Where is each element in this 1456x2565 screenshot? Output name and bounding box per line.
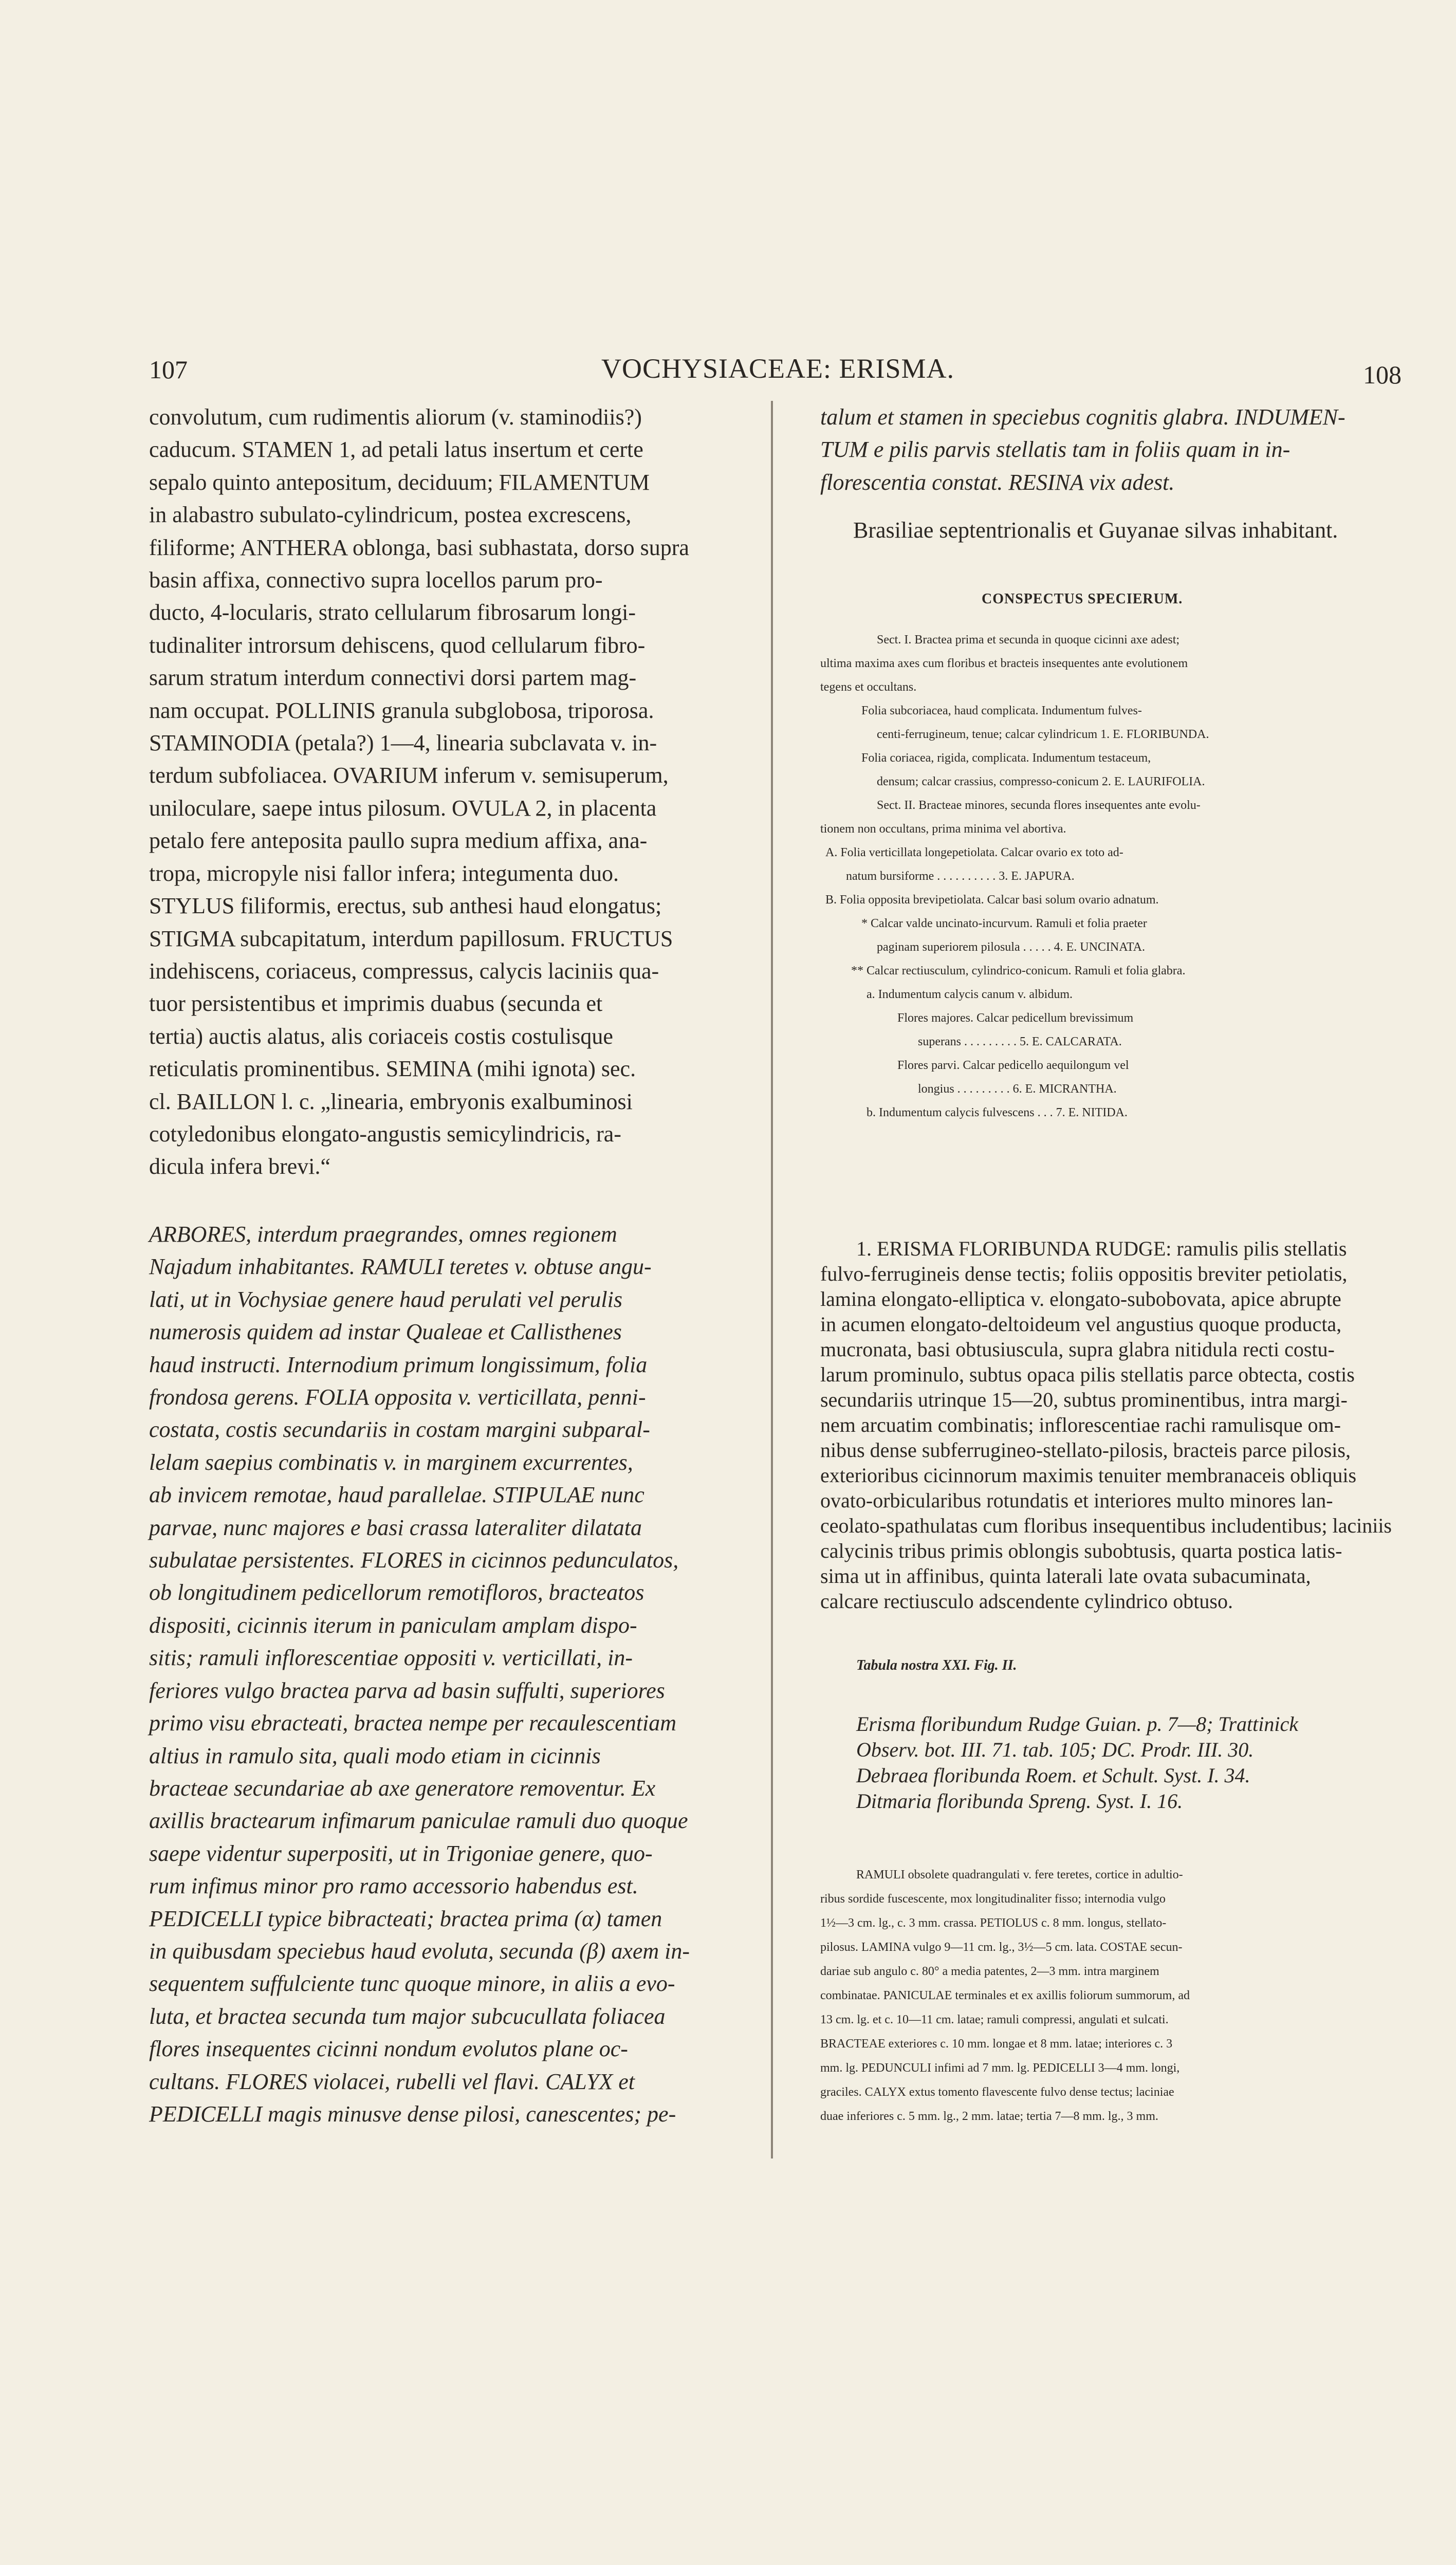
- key-line: longius . . . . . . . . . 6. E. MICRANTHA.: [918, 1082, 1117, 1096]
- text-line: ducto, 4-locularis, strato cellularum fibrosarum longi-: [149, 600, 636, 625]
- text-line: ribus sordide fuscescente, mox longitudinaliter fisso; internodia vulgo: [820, 1892, 1166, 1906]
- text-line: lati, ut in Vochysiae genere haud perulati vel perulis: [149, 1286, 622, 1312]
- key-line: a. Indumentum calycis canum v. albidum.: [867, 988, 1073, 1001]
- citation-line: Erisma floribundum Rudge Guian. p. 7—8; Trattinick: [856, 1712, 1298, 1736]
- right-top-text: [820, 401, 1346, 499]
- text-line: secundariis utrinque 15—20, subtus prominentibus, intra margi-: [820, 1388, 1348, 1411]
- key-line: b. Indumentum calycis fulvescens . . . 7. E. NITIDA.: [867, 1106, 1128, 1119]
- text-line: costata, costis secundariis in costam margini subparal-: [149, 1417, 650, 1443]
- key-line: tegens et occultans.: [820, 680, 917, 694]
- page-number-right: 108: [1363, 360, 1402, 389]
- text-line: pilosus. LAMINA vulgo 9—11 cm. lg., 3½—5 cm. lata. COSTAE secun-: [820, 1941, 1183, 1954]
- text-line: calycinis tribus primis oblongis subobtusis, quarta postica latis-: [820, 1539, 1342, 1562]
- text-line: dariae sub angulo c. 80° a media patentes, 2—3 mm. intra marginem: [820, 1965, 1159, 1978]
- text-line: PEDICELLI typice bibracteati; bractea prima (α) tamen: [149, 1906, 662, 1931]
- key-line: * Calcar valde uncinato-incurvum. Ramuli et folia praeter: [861, 917, 1147, 930]
- text-line: STAMINODIA (petala?) 1—4, linearia subclavata v. in-: [149, 730, 657, 756]
- left-bottom-text: [149, 1218, 690, 2130]
- text-line: cultans. FLORES violacei, rubelli vel flavi. CALYX et: [149, 2069, 635, 2094]
- text-line: in acumen elongato-deltoideum vel angustius quoque producta,: [820, 1313, 1342, 1336]
- citation-line: Observ. bot. III. 71. tab. 105; DC. Prodr. III. 30.: [856, 1738, 1254, 1761]
- text-line: 13 cm. lg. et c. 10—11 cm. latae; ramuli compressi, angulati et sulcati.: [820, 2013, 1169, 2026]
- key-line: ultima maxima axes cum floribus et bracteis insequentes ante evolutionem: [820, 657, 1188, 670]
- text-line: dispositi, cicinnis iterum in paniculam amplam dispo-: [149, 1612, 637, 1638]
- text-line: mm. lg. PEDUNCULI infimi ad 7 mm. lg. PEDICELLI 3—4 mm. longi,: [820, 2061, 1180, 2075]
- text-line: ceolato-spathulatas cum floribus insequentibus includentibus; laciniis: [820, 1514, 1392, 1537]
- text-line: graciles. CALYX extus tomento flavescente fulvo dense tectus; laciniae: [820, 2086, 1174, 2099]
- text-line: cl. BAILLON l. c. „linearia, embryonis exalbuminosi: [149, 1088, 633, 1114]
- text-line: filiforme; ANTHERA oblonga, basi subhastata, dorso supra: [149, 534, 689, 560]
- habitat-line: Brasiliae septentrionalis et Guyanae silvas inhabitant.: [853, 518, 1338, 543]
- text-line: sarum stratum interdum connectivi dorsi partem mag-: [149, 665, 637, 691]
- text-line: saepe videntur superpositi, ut in Trigoniae genere, quo-: [149, 1840, 653, 1866]
- ramuli-description: [820, 1863, 1190, 2129]
- text-line: PEDICELLI magis minusve dense pilosi, canescentes; pe-: [149, 2101, 676, 2127]
- key-line: superans . . . . . . . . . 5. E. CALCARATA.: [918, 1035, 1122, 1048]
- text-line: lamina elongato-elliptica v. elongato-subobovata, apice abrupte: [820, 1287, 1341, 1311]
- text-line: sepalo quinto antepositum, deciduum; FILAMENTUM: [149, 469, 650, 495]
- key-line: Folia coriacea, rigida, complicata. Indumentum testaceum,: [861, 751, 1151, 765]
- text-line: nem arcuatim combinatis; inflorescentiae rachi ramulisque om-: [820, 1413, 1341, 1436]
- key-line: natum bursiforme . . . . . . . . . . 3. E. JAPURA.: [846, 870, 1075, 883]
- key-line: Sect. I. Bractea prima et secunda in quoque cicinni axe adest;: [877, 633, 1180, 647]
- text-line: bracteae secundariae ab axe generatore removentur. Ex: [149, 1775, 656, 1801]
- conspectus-key: [820, 628, 1209, 1124]
- text-line: rum infimus minor pro ramo accessorio habendus est.: [149, 1873, 638, 1899]
- text-line: calcare rectiusculo adscendente cylindrico obtuso.: [820, 1590, 1233, 1613]
- text-line: ovato-orbicularibus rotundatis et interiores multo minores lan-: [820, 1489, 1333, 1512]
- text-line: primo visu ebracteati, bractea nempe per recaulescentiam: [149, 1710, 676, 1736]
- running-title: VOCHYSIACEAE: ERISMA.: [601, 353, 955, 384]
- column-divider: [771, 401, 773, 2158]
- text-line: florescentia constat. RESINA vix adest.: [820, 469, 1175, 495]
- text-line: sitis; ramuli inflorescentiae oppositi v. verticillati, in-: [149, 1645, 633, 1671]
- text-line: haud instructi. Internodium primum longissimum, folia: [149, 1352, 648, 1377]
- citation-line: Debraea floribunda Roem. et Schult. Syst. I. 34.: [856, 1764, 1250, 1787]
- key-line: Folia subcoriacea, haud complicata. Indumentum fulves-: [861, 704, 1142, 717]
- text-line: in alabastro subulato-cylindricum, postea excrescens,: [149, 502, 632, 528]
- left-top-text: [149, 401, 689, 1183]
- tabula-reference: Tabula nostra XXI. Fig. II.: [856, 1657, 1017, 1673]
- key-line: densum; calcar crassius, compresso-conicum 2. E. LAURIFOLIA.: [877, 775, 1205, 788]
- text-line: STIGMA subcapitatum, interdum papillosum. FRUCTUS: [149, 926, 673, 951]
- text-line: reticulatis prominentibus. SEMINA (mihi ignota) sec.: [149, 1056, 636, 1082]
- text-line: petalo fere anteposita paullo supra medium affixa, ana-: [149, 828, 648, 854]
- text-line: dicula infera brevi.“: [149, 1154, 331, 1179]
- text-line: BRACTEAE exteriores c. 10 mm. longae et 8 mm. latae; interiores c. 3: [820, 2037, 1173, 2051]
- text-line: subulatae persistentes. FLORES in cicinnos pedunculatos,: [149, 1547, 679, 1573]
- text-line: luta, et bractea secunda tum major subcucullata foliacea: [149, 2003, 666, 2029]
- text-line: ob longitudinem pedicellorum remotifloros, bracteatos: [149, 1580, 644, 1606]
- text-line: larum prominulo, subtus opaca pilis stellatis parce obtecta, costis: [820, 1363, 1355, 1386]
- text-line: ab invicem remotae, haud parallelae. STIPULAE nunc: [149, 1482, 644, 1508]
- text-line: sima ut in affinibus, quinta laterali late ovata subacuminata,: [820, 1564, 1311, 1588]
- text-line: in quibusdam speciebus haud evoluta, secunda (β) axem in-: [149, 1938, 690, 1964]
- text-line: Najadum inhabitantes. RAMULI teretes v. obtuse angu-: [149, 1254, 652, 1280]
- text-line: nibus dense subferrugineo-stellato-pilosis, bracteis parce pilosis,: [820, 1438, 1351, 1462]
- text-line: indehiscens, coriaceus, compressus, calycis laciniis qua-: [149, 958, 659, 984]
- text-line: 1. ERISMA FLORIBUNDA RUDGE: ramulis pilis stellatis: [856, 1237, 1347, 1260]
- text-line: cotyledonibus elongato-angustis semicylindricis, ra-: [149, 1121, 621, 1147]
- text-line: TUM e pilis parvis stellatis tam in foliis quam in in-: [820, 437, 1291, 463]
- key-line: A. Folia verticillata longepetiolata. Calcar ovario ex toto ad-: [825, 846, 1123, 859]
- text-line: altius in ramulo sita, quali modo etiam in cicinnis: [149, 1743, 601, 1768]
- citation-line: Ditmaria floribunda Spreng. Syst. I. 16.: [856, 1789, 1183, 1813]
- text-line: axillis bractearum infimarum paniculae ramuli duo quoque: [149, 1808, 688, 1834]
- text-line: parvae, nunc majores e basi crassa lateraliter dilatata: [149, 1515, 642, 1540]
- text-line: talum et stamen in speciebus cognitis glabra. INDUMEN-: [820, 404, 1346, 430]
- text-line: duae inferiores c. 5 mm. lg., 2 mm. latae; tertia 7—8 mm. lg., 3 mm.: [820, 2110, 1158, 2123]
- text-line: sequentem suffulciente tunc quoque minore, in aliis a evo-: [149, 1971, 675, 1997]
- text-line: terdum subfoliacea. OVARIUM inferum v. semisuperum,: [149, 763, 669, 788]
- text-line: tropa, micropyle nisi fallor infera; integumenta duo.: [149, 860, 619, 886]
- text-line: tertia) auctis alatus, alis coriaceis costis costulisque: [149, 1023, 613, 1049]
- key-line: B. Folia opposita brevipetiolata. Calcar basi solum ovario adnatum.: [825, 893, 1159, 907]
- text-line: basin affixa, connectivo supra locellos parum pro-: [149, 567, 603, 593]
- page-number-left: 107: [149, 355, 188, 384]
- text-line: RAMULI obsolete quadrangulati v. fere teretes, cortice in adultio-: [856, 1868, 1183, 1881]
- key-line: centi-ferrugineum, tenue; calcar cylindricum 1. E. FLORIBUNDA.: [877, 728, 1209, 741]
- key-line: Flores majores. Calcar pedicellum brevissimum: [897, 1011, 1134, 1025]
- key-line: Flores parvi. Calcar pedicello aequilongum vel: [897, 1059, 1129, 1072]
- text-line: STYLUS filiformis, erectus, sub anthesi haud elongatus;: [149, 893, 662, 919]
- key-line: paginam superiorem pilosula . . . . . 4. E. UNCINATA.: [877, 940, 1145, 954]
- text-line: combinatae. PANICULAE terminales et ex axillis foliorum summorum, ad: [820, 1989, 1190, 2002]
- text-line: flores insequentes cicinni nondum evolutos plane oc-: [149, 2036, 628, 2062]
- species-description: [820, 1236, 1392, 1614]
- text-line: tuor persistentibus et imprimis duabus (secunda et: [149, 991, 603, 1017]
- text-line: fulvo-ferrugineis dense tectis; foliis oppositis breviter petiolatis,: [820, 1262, 1348, 1285]
- text-line: numerosis quidem ad instar Qualeae et Callisthenes: [149, 1319, 622, 1345]
- text-line: exterioribus cicinnorum maximis tenuiter membranaceis obliquis: [820, 1464, 1357, 1487]
- text-line: frondosa gerens. FOLIA opposita v. verticillata, penni-: [149, 1385, 646, 1410]
- text-line: mucronata, basi obtusiuscula, supra glabra nitidula recti costu-: [820, 1338, 1335, 1361]
- key-line: ** Calcar rectiusculum, cylindrico-conicum. Ramuli et folia glabra.: [851, 964, 1186, 977]
- text-line: nam occupat. POLLINIS granula subglobosa, triporosa.: [149, 697, 654, 723]
- synonym-citations: [856, 1711, 1298, 1814]
- text-line: uniloculare, saepe intus pilosum. OVULA 2, in placenta: [149, 795, 657, 821]
- text-line: convolutum, cum rudimentis aliorum (v. staminodiis?): [149, 404, 642, 430]
- key-line: Sect. II. Bracteae minores, secunda flores insequentes ante evolu-: [877, 799, 1201, 812]
- key-line: tionem non occultans, prima minima vel abortiva.: [820, 822, 1066, 836]
- text-line: tudinaliter introrsum dehiscens, quod cellularum fibro-: [149, 632, 646, 658]
- text-line: ARBORES, interdum praegrandes, omnes regionem: [149, 1222, 617, 1247]
- text-line: 1½—3 cm. lg., c. 3 mm. crassa. PETIOLUS c. 8 mm. longus, stellato-: [820, 1916, 1167, 1930]
- text-line: lelam saepius combinatis v. in marginem excurrentes,: [149, 1449, 633, 1475]
- text-line: feriores vulgo bractea parva ad basin suffulti, superiores: [149, 1677, 665, 1703]
- conspectus-heading: CONSPECTUS SPECIERUM.: [982, 591, 1183, 607]
- text-line: caducum. STAMEN 1, ad petali latus insertum et certe: [149, 437, 643, 463]
